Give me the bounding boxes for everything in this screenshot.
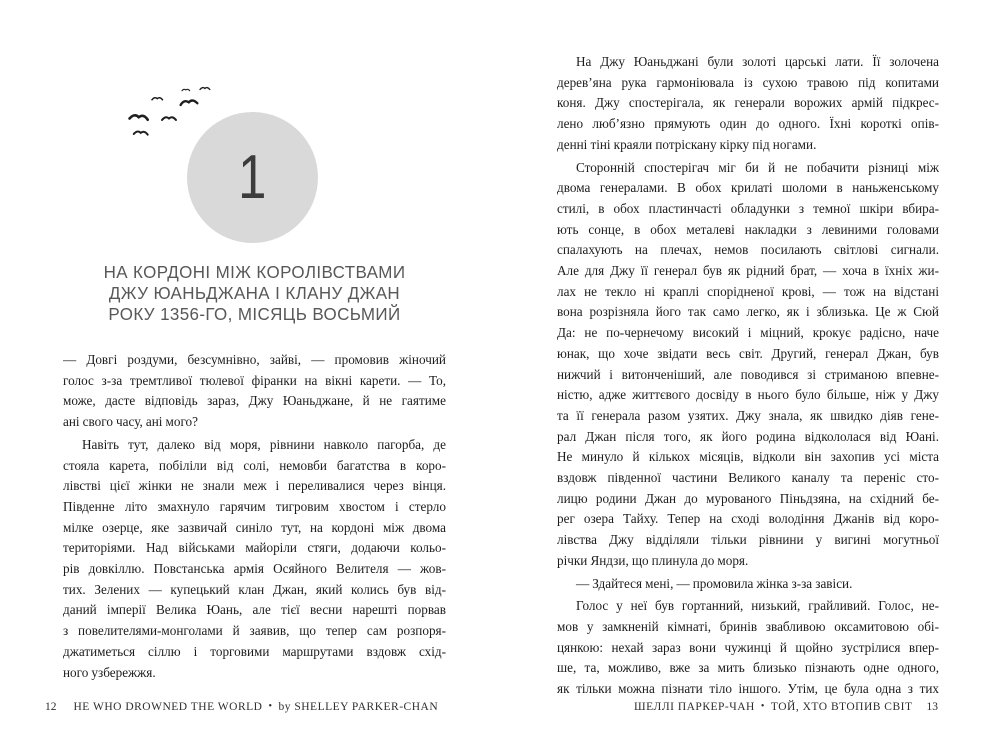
paragraph [557,574,939,595]
text-line: денні тіні краяли потріскану кірку під ногами. [557,136,817,152]
footer-byline: by SHELLEY PARKER-CHAN [278,701,439,713]
paragraph [557,52,939,156]
text-line: нижчий і витонченіший, але поводився зі стриманою впевне- [557,366,939,382]
text-line: з повелителями-монголами й заявив, що тепер сам розпоря- [63,623,446,639]
page-number-right: 13 [926,701,938,713]
text-line: цянкою: нехай зараз вони чужинці й щойно зустрілися впер- [557,639,939,655]
text-line: та її генерала разом узятих. Джу знала, як швидко діяв гене- [557,407,939,423]
running-footer-right [634,701,938,713]
text-line: лівства Джу відділяли тільки рівнини у вигині могутньої [557,532,939,548]
text-line: може, дасте відповідь зараз, Джу Юаньджане, й не гаятиме [63,393,446,409]
text-line: Сторонній спостерігач міг би й не побачити різниці між [576,159,939,175]
chapter-title-line: РОКУ 1356-ГО, МІСЯЦЬ ВОСЬМИЙ [108,304,401,324]
text-line: даний імперії Велика Юань, але тієї весни нарешті порвав [63,602,446,618]
page-right [557,0,939,751]
left-page-body-text [63,350,446,683]
footer-book-title-english: HE WHO DROWNED THE WORLD [73,701,263,713]
text-line: лівстві цієї жінки не знали меж і переливалися через вінця. [63,478,446,494]
text-line: мілке озерце, яке зазвичай синіло тут, на кордоні між двома [63,519,446,535]
text-line: рал Джан після того, як його родина відкололася від Юані. [557,428,939,444]
text-line: — Довгі роздуми, безсумнівно, зайві, — промовив жіночий [63,352,446,367]
text-line: ністю, адже життєвого досвіду в нього було більше, ніж у Джу [557,387,939,403]
text-line: Але для Джу її генерал був як рідний брат, — хоча в їхніх жи- [557,263,939,279]
text-line: тих. Зелених — купецький клан Джан, який колись був від- [63,581,446,597]
text-line: Голос у неї був гортанний, низький, грайливий. Голос, не- [576,598,939,614]
text-line: рів довкіллю. Повстанська армія Осяйного Велителя — жов- [63,561,446,577]
running-footer-left [45,701,438,713]
chapter-title-line: ДЖУ ЮАНЬДЖАНА І КЛАНУ ДЖАН [108,283,401,303]
text-line: Да: не по-чернечому високий і міцний, крокує радісно, наче [557,325,939,341]
text-line: На Джу Юаньджані були золоті царські лати. Її золочена [576,54,939,69]
text-line: коня. Джу спостерігала, як генерали ворожих армій підкрес- [557,95,939,111]
text-line: — Здайтеся мені, — промовила жінка з-за завіси. [576,575,853,591]
text-line: голос з-за тремтливої тюлевої фіранки на вікні карети. — То, [63,372,446,388]
text-line: стояла карета, побіліли від солі, немовби багатства в коро- [63,457,446,473]
footer-author-ukrainian: ШЕЛЛІ ПАРКЕР-ЧАН [634,701,755,713]
text-line: джатиметься сіллю і торговими маршрутами вздовж схід- [63,643,446,659]
text-line: ють сонце, в обох металеві накладки з левиними головами [557,221,939,237]
text-line: Південне літо змахнуло гарячим тигровим хвостом і стерло [63,498,446,514]
paragraph [63,350,446,433]
text-line: лах не текло ні краплі спорідненої крові, — тож на відстані [557,283,939,299]
text-line: стилі, в обох пластинчасті обладунки з темної шкіри вбира- [557,200,939,216]
text-line: спалахують на плечах, немов посилають світлові сигнали. [557,242,939,258]
text-line: мов у замкненій кімнаті, бринів звабливою оксамитовою обі- [557,618,939,634]
chapter-title [63,262,446,325]
text-line: вона розрізняла його так само легко, як і зблизька. Це ж Сюй [557,304,939,320]
paragraph [557,158,939,572]
chapter-title-line: НА КОРДОНІ МІЖ КОРОЛІВСТВАМИ [103,262,406,282]
text-line: ані свого часу, ані мого? [63,414,198,430]
text-line: територіями. Над військами майоріли стяги, додаючи кольо- [63,540,446,556]
paragraph [557,596,939,700]
text-line: ного узбережжя. [63,664,156,680]
text-line: річки Яндзи, що плинула до моря. [557,552,749,568]
chapter-number: 1 [238,142,267,212]
text-line: лено люб’язно прямують один до одного. Їхні короткі опів- [557,116,939,132]
text-line: ше, та, можливо, вже за мить близько пізнають одне одного, [557,660,939,676]
text-line: рег озера Тайху. Тепер на сході володіння Джанів від коро- [557,511,939,527]
footer-book-title-ukrainian: ТОЙ, ХТО ВТОПИВ СВІТ [770,701,913,713]
text-line: як тільки можна пізнати тіло іншого. Утім, це була одна з тих [557,681,939,697]
text-line: дерев’яна рука гармоніювала із сухою травою під копитами [557,74,939,90]
separator-dot-icon: • [760,701,765,712]
separator-dot-icon: • [268,701,273,712]
text-line: Не минуло й кількох місяців, відколи він захопив усі міста [557,449,939,465]
text-line: вздовж південної частини Великого каналу та переніс сто- [557,470,939,486]
text-line: лицю родини Джан до мурованого Піньдзяна, на східний бе- [557,490,939,506]
chapter-number-circle [187,112,318,243]
text-line: юнак, що хоче звідати весь світ. Другий, генерал Джан, був [557,345,939,361]
page-number-left: 12 [45,701,57,713]
text-line: Навіть тут, далеко від моря, рівнини навколо пагорба, де [82,436,446,452]
right-page-body-text [557,52,939,700]
text-line: двома генералами. В обох крилаті шоломи в наньженському [557,180,939,196]
paragraph [63,435,446,683]
page-left [63,0,446,751]
